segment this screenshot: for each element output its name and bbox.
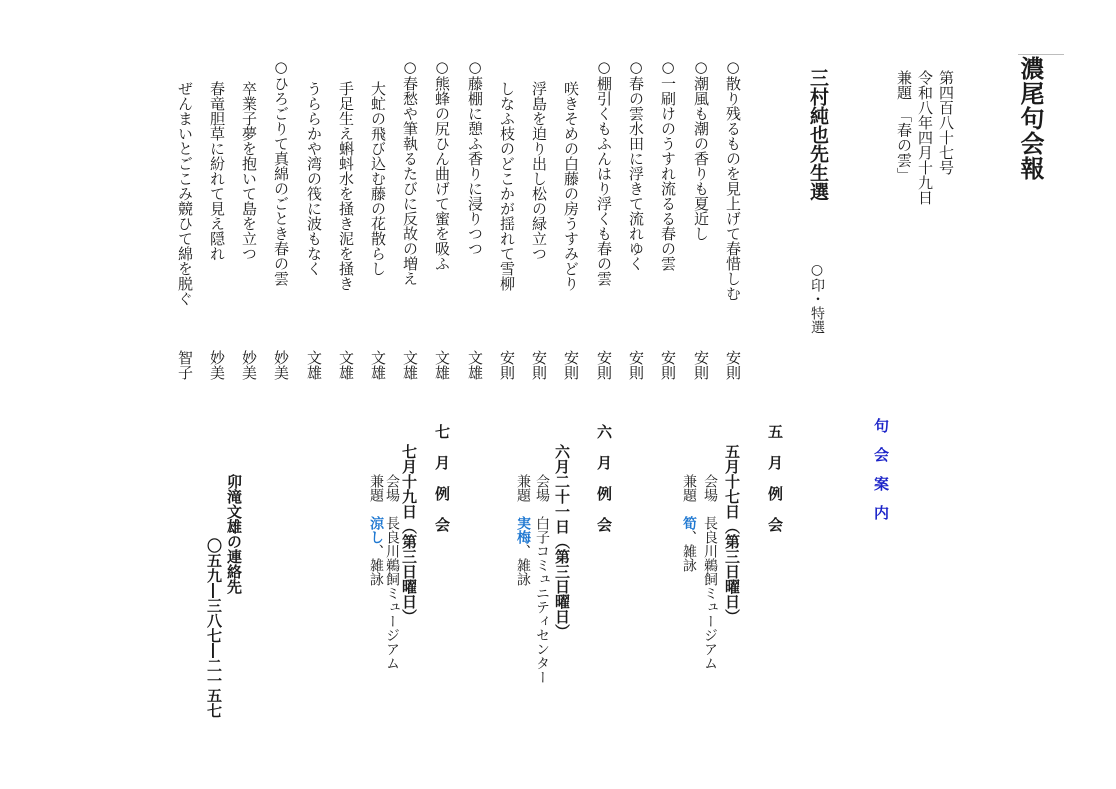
poem-text <box>177 81 192 306</box>
poem-author: 安則 <box>595 350 613 380</box>
poem-author: 文雄 <box>337 350 355 380</box>
june-meeting-date: 六月二十一日（第三日曜日） <box>553 444 571 639</box>
poem-text <box>499 81 514 291</box>
poem-author: 文雄 <box>401 350 419 380</box>
poem-text <box>241 81 256 261</box>
poem-author: 安則 <box>659 350 677 380</box>
may-meeting-date: 五月十七日（第三日曜日） <box>723 444 741 624</box>
july-meeting-theme <box>369 474 383 586</box>
may-meeting-venue: 会場 長良川鵜飼ミュージアム <box>702 474 718 670</box>
poem-line: 春愁や筆執るたびに反故の増え <box>401 76 419 286</box>
poem-line: 棚引くもふんはり浮くも春の雲 <box>595 76 613 286</box>
issue-date: 令和八年四月十九日 <box>916 70 934 205</box>
special-mark: ○ <box>433 58 451 76</box>
poem-author: 文雄 <box>466 350 484 380</box>
poem-line: 春竜胆草に紛れて見え隠れ <box>208 81 226 261</box>
poem-line: 浮島を迫り出し松の緑立つ <box>530 81 548 261</box>
poem-text <box>306 81 321 276</box>
poem-text <box>434 58 449 271</box>
poem-author: 安則 <box>530 350 548 380</box>
theme-label: 兼題 <box>368 474 384 516</box>
poem-line: 咲きそめの白藤の房うすみどり <box>562 81 580 291</box>
poem-text <box>563 81 578 291</box>
poem-author: 智子 <box>176 350 194 380</box>
theme-kigo: 筍 <box>681 516 697 530</box>
theme-rest: 、雑詠 <box>515 544 531 586</box>
issue-number: 第四百八十七号 <box>937 70 955 175</box>
poem-line: 手足生え蝌蚪水を掻き泥を掻き <box>337 81 355 291</box>
poem-text <box>273 58 288 286</box>
july-meeting-heading: 七月例会 <box>433 424 451 548</box>
poem-text <box>209 81 224 261</box>
poem-author: 文雄 <box>305 350 323 380</box>
issue-theme: 兼題 「春の雲」 <box>895 70 913 183</box>
poem-author: 安則 <box>562 350 580 380</box>
poem-line: 熊蜂の尻ひん曲げて蜜を吸ふ <box>433 76 451 271</box>
june-meeting-theme <box>516 474 530 586</box>
special-mark: ○ <box>272 58 290 76</box>
poem-text <box>660 58 675 271</box>
poem-line: 散り残るものを見上げて春惜しむ <box>724 76 742 301</box>
theme-label: 兼題 <box>515 474 531 516</box>
newsletter-title: 濃尾句会報 <box>1016 56 1045 181</box>
poem-author: 文雄 <box>433 350 451 380</box>
contact-heading: 卯滝文雄の連絡先 <box>225 474 243 594</box>
poem-line: 春の雲水田に浮きて流れゆく <box>627 76 645 271</box>
may-meeting-heading: 五月例会 <box>766 424 784 548</box>
poem-line: 潮風も潮の香りも夏近し <box>692 76 710 241</box>
poem-line: 卒業子夢を抱いて島を立つ <box>240 81 258 261</box>
poem-line: ひろごりて真綿のごとき春の雲 <box>272 76 290 286</box>
title-rule <box>1018 54 1064 55</box>
theme-rest: 、雑詠 <box>681 530 697 572</box>
special-mark: ○ <box>724 58 742 76</box>
poem-text <box>596 58 611 286</box>
poem-line: 大虻の飛び込む藤の花散らし <box>369 81 387 276</box>
poem-text <box>338 81 353 291</box>
special-mark: ○ <box>401 58 419 76</box>
contact-phone: 〇五九―三八七―二一五七 <box>205 538 223 718</box>
special-mark: ○ <box>466 58 484 76</box>
special-mark: ○ <box>595 58 613 76</box>
poem-text <box>467 58 482 256</box>
july-meeting-date: 七月十九日（第三日曜日） <box>400 444 418 624</box>
theme-kigo: 涼し <box>368 516 384 544</box>
poem-author: 文雄 <box>369 350 387 380</box>
poem-line: 一刷けのうすれ流るる春の雲 <box>659 76 677 271</box>
special-mark: ○ <box>659 58 677 76</box>
theme-rest: 、雑詠 <box>368 544 384 586</box>
poem-line: しなふ枝のどこかが揺れて雪柳 <box>498 81 516 291</box>
june-meeting-heading: 六月例会 <box>595 424 613 548</box>
selection-legend: ○印・特選 <box>809 262 825 334</box>
poem-text <box>370 81 385 276</box>
poem-author: 妙美 <box>272 350 290 380</box>
poem-text <box>693 58 708 241</box>
may-meeting-theme <box>682 474 696 572</box>
poem-author: 妙美 <box>208 350 226 380</box>
july-meeting-venue: 会場 長良川鵜飼ミュージアム <box>384 474 400 670</box>
poem-author: 安則 <box>724 350 742 380</box>
poem-text <box>725 58 740 301</box>
poem-text <box>531 81 546 261</box>
poem-text <box>402 58 417 286</box>
poem-line: 藤棚に憩ふ香りに浸りつつ <box>466 76 484 256</box>
poem-text <box>628 58 643 271</box>
poem-line: ぜんまいとごこみ競ひて綿を脱ぐ <box>176 81 194 306</box>
poem-author: 安則 <box>692 350 710 380</box>
selector-heading: 三村純也先生選 <box>807 68 829 201</box>
meeting-guide-heading: 句会案内 <box>872 418 890 534</box>
special-mark: ○ <box>627 58 645 76</box>
june-meeting-venue: 会場 白子コミュニティセンター <box>534 474 550 684</box>
special-mark: ○ <box>692 58 710 76</box>
poem-author: 妙美 <box>240 350 258 380</box>
theme-label: 兼題 <box>681 474 697 516</box>
poem-author: 安則 <box>627 350 645 380</box>
theme-kigo: 実梅 <box>515 516 531 544</box>
poem-author: 安則 <box>498 350 516 380</box>
poem-line: うららかや湾の筏に波もなく <box>305 81 323 276</box>
